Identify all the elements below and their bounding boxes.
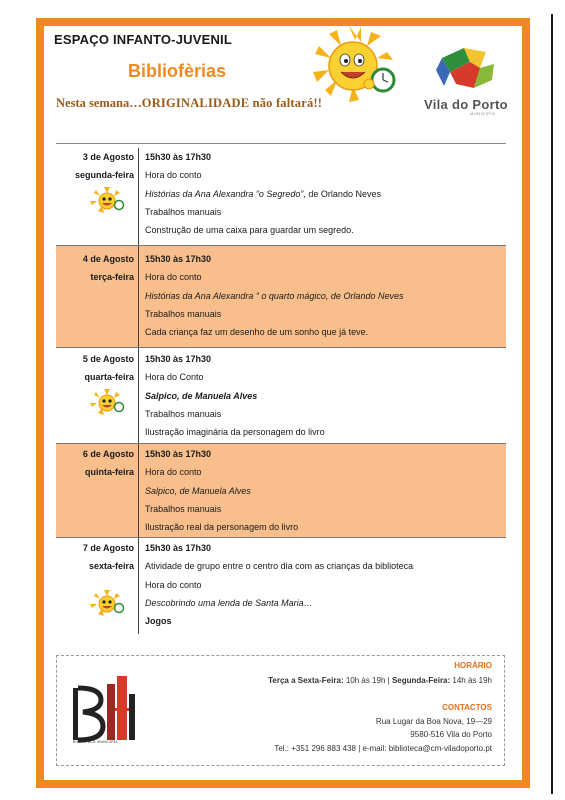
brand-subtitle: MUNICÍPIO bbox=[470, 111, 496, 116]
opening-hours-value: 14h às 19h bbox=[452, 676, 492, 685]
day-weekday: quarta-feira bbox=[84, 372, 134, 383]
opening-hours bbox=[268, 676, 492, 685]
column-divider bbox=[138, 148, 139, 245]
column-divider bbox=[138, 348, 139, 443]
opening-hours-separator: | bbox=[385, 676, 392, 685]
vila-do-porto-logo bbox=[434, 44, 500, 94]
day-date: 3 de Agosto bbox=[82, 152, 134, 162]
contact-line: Tel.: +351 296 883 438 | e-mail: biblioteca@cm-viladoporto.pt bbox=[274, 744, 492, 753]
opening-hours-label: Terça a Sexta-Feira: bbox=[268, 676, 344, 685]
day-block-wednesday bbox=[56, 348, 506, 444]
session-time: 15h30 às 17h30 bbox=[145, 354, 212, 364]
weekly-schedule bbox=[56, 143, 506, 634]
activity-detail: Ilustração real da personagem do livro bbox=[145, 522, 299, 533]
page-title: Bibliofèrias bbox=[128, 61, 227, 81]
library-logo-word-small: MUNICIPAL bbox=[97, 740, 119, 744]
day-weekday: segunda-feira bbox=[74, 170, 134, 181]
book-title: Descobrindo uma lenda de Santa Maria… bbox=[145, 597, 313, 608]
page-edge-line bbox=[551, 14, 553, 794]
activity-title: Trabalhos manuais bbox=[145, 408, 222, 419]
contacts-heading: CONTACTOS bbox=[442, 703, 492, 712]
book-title: Histórias da Ana Alexandra “o Segredo” bbox=[145, 188, 304, 199]
day-weekday: sexta-feira bbox=[88, 561, 134, 572]
section-kicker: ESPAÇO INFANTO-JUVENIL bbox=[54, 32, 232, 47]
library-logo-label bbox=[73, 739, 118, 745]
activity-title: Jogos bbox=[145, 616, 172, 627]
activity-title: Atividade de grupo entre o centro dia com as crianças da biblioteca bbox=[145, 561, 414, 572]
session-time: 15h30 às 17h30 bbox=[145, 152, 212, 162]
activity-title: Hora do Conto bbox=[145, 372, 204, 383]
day-block-tuesday bbox=[56, 246, 506, 348]
small-sun-icon bbox=[90, 389, 128, 415]
activity-title: Hora do conto bbox=[145, 467, 202, 478]
book-title: Salpico, de Manuela Alves bbox=[145, 485, 251, 496]
column-divider bbox=[138, 444, 139, 537]
day-block-friday bbox=[56, 538, 506, 634]
activity-title: Trabalhos manuais bbox=[145, 503, 222, 514]
day-date: 4 de Agosto bbox=[82, 254, 134, 264]
day-date: 7 de Agosto bbox=[82, 543, 134, 553]
schedule-top-rule bbox=[56, 143, 506, 144]
session-time: 15h30 às 17h30 bbox=[145, 449, 212, 459]
opening-hours-label: Segunda-Feira: bbox=[391, 676, 451, 685]
day-date: 6 de Agosto bbox=[82, 449, 134, 459]
session-time: 15h30 às 17h30 bbox=[145, 254, 212, 264]
day-block-monday bbox=[56, 148, 506, 246]
address-line: Rua Lugar da Boa Nova, 19—29 bbox=[375, 717, 492, 726]
address-line: 9580-516 Vila do Porto bbox=[410, 730, 492, 739]
book-title: Salpico, de Manuela Alves bbox=[145, 390, 258, 401]
day-weekday: terça-feira bbox=[90, 272, 134, 283]
sun-mascot-icon bbox=[309, 24, 401, 104]
activity-title: Trabalhos manuais bbox=[145, 308, 222, 319]
activity-detail: Ilustração imaginária da personagem do livro bbox=[145, 427, 325, 438]
book-author: , de Orlando Neves bbox=[303, 188, 381, 199]
book-title: Histórias da Ana Alexandra “ o quarto mágico, de Orlando Neves bbox=[145, 290, 404, 301]
small-sun-icon bbox=[90, 187, 128, 213]
opening-hours-value: 10h às 19h bbox=[345, 676, 386, 685]
activity-title: Hora do conto bbox=[145, 272, 202, 283]
activity-title: Trabalhos manuais bbox=[145, 206, 222, 217]
library-info-box bbox=[56, 655, 505, 766]
column-divider bbox=[138, 246, 139, 347]
tagline-prefix: Nesta semana… bbox=[56, 96, 142, 110]
session-time: 15h30 às 17h30 bbox=[145, 543, 212, 553]
activity-detail bbox=[145, 185, 506, 203]
day-block-thursday bbox=[56, 444, 506, 538]
small-sun-icon bbox=[90, 590, 128, 616]
column-divider bbox=[138, 538, 139, 634]
schedule-heading: HORÁRIO bbox=[454, 661, 492, 670]
tagline-emphasis: ORIGINALIDADE não faltará!! bbox=[141, 96, 323, 110]
tagline bbox=[56, 96, 322, 111]
activity-title: Hora do conto bbox=[145, 170, 202, 181]
brand-name: Vila do Porto bbox=[424, 97, 508, 112]
activity-detail: Construção de uma caixa para guardar um segredo. bbox=[145, 225, 354, 236]
activity-title: Hora do conto bbox=[145, 579, 202, 590]
biblioteca-municipal-logo bbox=[71, 674, 151, 746]
activity-detail: Cada criança faz um desenho de um sonho que já teve. bbox=[145, 327, 369, 338]
day-date: 5 de Agosto bbox=[82, 354, 134, 364]
day-weekday: quinta-feira bbox=[84, 467, 134, 478]
library-logo-word: BIBLIOTECA bbox=[73, 740, 96, 744]
